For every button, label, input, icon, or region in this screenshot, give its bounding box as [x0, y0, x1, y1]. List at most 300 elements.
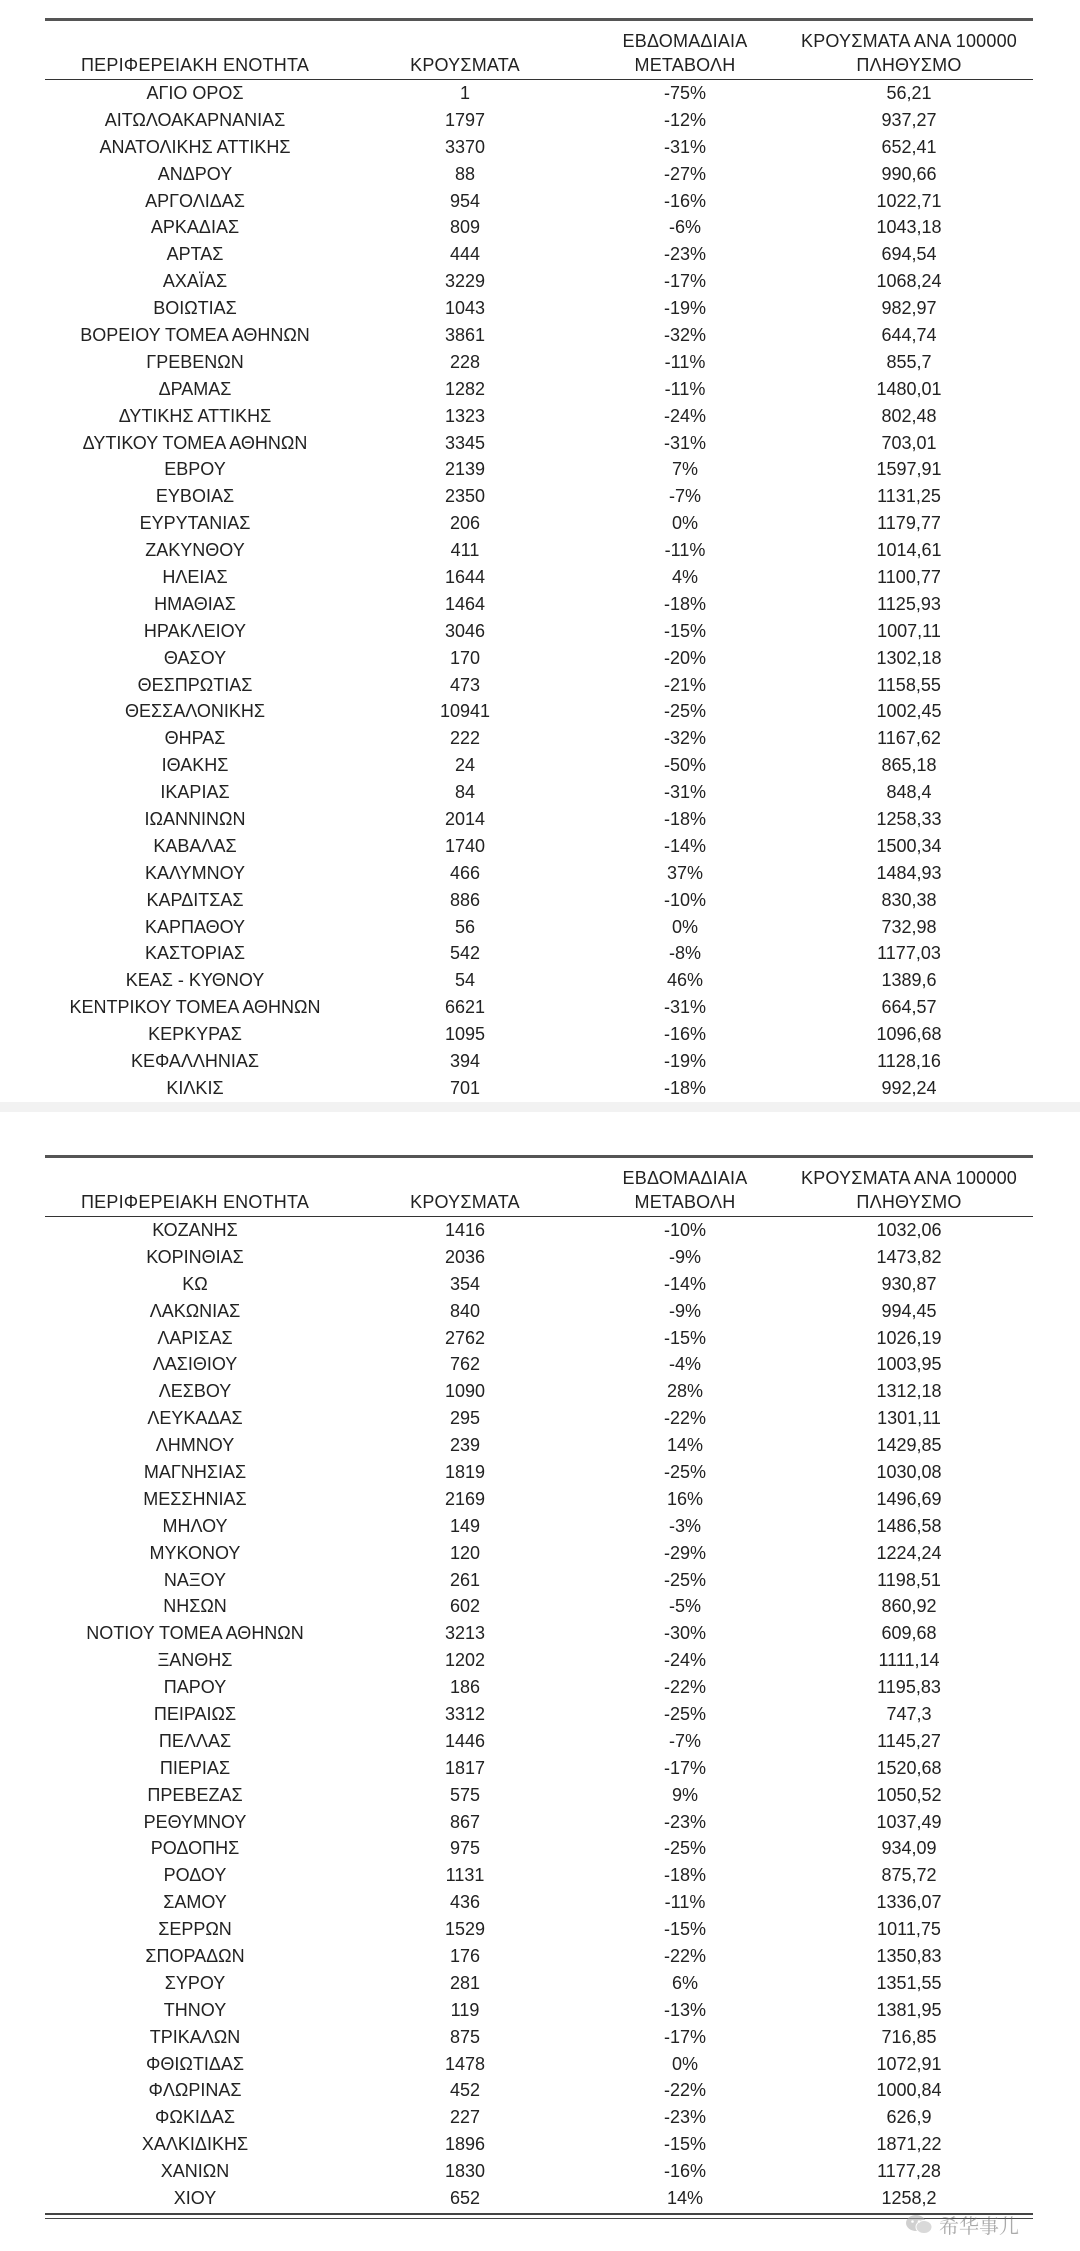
cell-cases-per-100000: 1145,27: [877, 1730, 941, 1751]
table-row: [45, 1997, 1033, 2024]
cell-region: ΚΑΡΠΑΘΟΥ: [144, 916, 246, 937]
cell-cases-per-100000: 860,92: [881, 1596, 937, 1617]
cell-cases-per-100000: 1177,03: [877, 943, 941, 964]
cell-weekly-change: -25%: [663, 1838, 707, 1859]
cell-cases-per-100000: 1002,45: [876, 701, 942, 722]
cell-weekly-change: -16%: [663, 1024, 707, 1045]
table-row: [45, 1620, 1033, 1647]
cell-region: ΛΑΡΙΣΑΣ: [157, 1327, 233, 1348]
cell-cases: 3213: [444, 1623, 486, 1644]
cell-weekly-change: -18%: [663, 808, 707, 829]
cell-cases: 54: [454, 970, 476, 991]
cell-region: ΛΕΥΚΑΔΑΣ: [147, 1408, 243, 1429]
cell-cases: 701: [449, 1077, 481, 1098]
cell-weekly-change: -17%: [663, 271, 707, 292]
table-row: [45, 941, 1033, 968]
cell-region: ΜΕΣΣΗΝΙΑΣ: [143, 1488, 247, 1509]
cell-weekly-change: -3%: [668, 1515, 701, 1536]
table-row: [45, 107, 1033, 134]
cell-weekly-change: -25%: [663, 1569, 707, 1590]
cell-region: ΣΕΡΡΩΝ: [158, 1919, 232, 1940]
cell-cases-per-100000: 1177,28: [877, 2161, 941, 2182]
section-divider: [0, 1102, 1080, 1112]
cell-weekly-change: -21%: [663, 674, 707, 695]
cell-cases-per-100000: 1043,18: [876, 217, 942, 238]
table-header: [45, 1158, 1033, 1216]
cell-cases: 3861: [444, 324, 486, 345]
cell-weekly-change: -31%: [663, 136, 707, 157]
cell-region: ΗΜΑΘΙΑΣ: [154, 593, 236, 614]
cell-cases: 1644: [444, 566, 486, 587]
cell-cases: 1090: [444, 1381, 486, 1402]
cell-cases-per-100000: 1007,11: [877, 620, 941, 641]
cell-region: ΚΟΡΙΝΘΙΑΣ: [146, 1246, 244, 1267]
cell-cases: 2014: [444, 808, 486, 829]
header-rate-line2: ΠΛΗΘΥΣΜΟ: [856, 1192, 962, 1212]
cell-cases: 394: [449, 1051, 481, 1071]
cell-cases: 1464: [444, 593, 486, 614]
table-row: [45, 564, 1033, 591]
cell-region: ΑΡΓΟΛΙΔΑΣ: [145, 190, 245, 211]
cell-cases-per-100000: 1302,18: [876, 647, 942, 668]
table-row: [45, 456, 1033, 483]
watermark: [905, 2210, 1019, 2239]
wechat-icon: [905, 2214, 933, 2236]
cell-weekly-change: -11%: [664, 1892, 706, 1913]
cell-cases-per-100000: 664,57: [881, 997, 937, 1018]
table-row: [45, 403, 1033, 430]
cell-cases: 120: [449, 1542, 481, 1563]
cell-region: ΚΕΡΚΥΡΑΣ: [148, 1024, 242, 1045]
cell-region: ΛΑΣΙΘΙΟΥ: [152, 1354, 238, 1375]
table-row: [45, 698, 1033, 725]
cell-weekly-change: -7%: [668, 1730, 701, 1751]
cell-cases: 1202: [444, 1650, 486, 1671]
table-row: [45, 214, 1033, 241]
cell-weekly-change: -31%: [663, 432, 707, 453]
cell-weekly-change: -16%: [663, 190, 707, 211]
cell-cases: 652: [449, 2188, 481, 2208]
cell-cases-per-100000: 848,4: [886, 782, 932, 803]
table-row: [45, 322, 1033, 349]
cell-cases-per-100000: 1195,83: [877, 1677, 941, 1698]
header-region: ΠΕΡΙΦΕΡΕΙΑΚΗ ΕΝΟΤΗΤΑ: [80, 55, 310, 75]
cell-region: ΦΛΩΡΙΝΑΣ: [148, 2080, 242, 2101]
cell-cases: 186: [449, 1677, 481, 1698]
cell-cases: 886: [449, 889, 481, 910]
cell-region: ΙΩΑΝΝΙΝΩΝ: [144, 808, 246, 829]
cell-weekly-change: -5%: [668, 1596, 701, 1617]
cell-weekly-change: -4%: [668, 1354, 701, 1375]
cell-cases-per-100000: 1484,93: [876, 862, 942, 883]
cell-weekly-change: -75%: [663, 82, 707, 103]
cell-cases-per-100000: 1000,84: [876, 2080, 942, 2101]
cell-weekly-change: 0%: [671, 513, 698, 534]
header-weekly-change-line2: ΜΕΤΑΒΟΛΗ: [634, 1192, 736, 1212]
cell-cases: 1131: [445, 1865, 485, 1886]
cell-cases-per-100000: 930,87: [881, 1273, 937, 1294]
header-rate-line1: ΚΡΟΥΣΜΑΤΑ ΑΝΑ 100000: [801, 1168, 1017, 1188]
cell-region: ΚΑΛΥΜΝΟΥ: [144, 862, 246, 883]
cell-cases-per-100000: 865,18: [881, 755, 937, 776]
cell-cases: 1478: [444, 2053, 486, 2074]
cell-cases: 281: [449, 1972, 481, 1993]
cell-cases: 1529: [444, 1919, 486, 1940]
cell-region: ΑΡΚΑΔΙΑΣ: [150, 217, 240, 238]
cell-cases-per-100000: 1336,07: [876, 1892, 942, 1913]
cell-cases: 227: [449, 2107, 481, 2128]
table-row: [45, 1755, 1033, 1782]
cell-cases-per-100000: 732,98: [881, 916, 937, 937]
header-cases: ΚΡΟΥΣΜΑΤΑ: [410, 1192, 520, 1212]
cell-weekly-change: -22%: [663, 1408, 707, 1429]
cell-cases-per-100000: 1179,77: [877, 513, 941, 534]
header-region: ΠΕΡΙΦΕΡΕΙΑΚΗ ΕΝΟΤΗΤΑ: [80, 1192, 310, 1212]
cell-weekly-change: -31%: [663, 782, 707, 803]
cell-cases-per-100000: 1480,01: [876, 378, 942, 399]
cell-cases-per-100000: 1473,82: [876, 1246, 942, 1267]
cell-region: ΔΥΤΙΚΟΥ ΤΟΜΕΑ ΑΘΗΝΩΝ: [82, 432, 308, 453]
cell-weekly-change: 0%: [671, 916, 698, 937]
cell-cases: 875: [449, 2026, 481, 2047]
table-row: [45, 295, 1033, 322]
cell-weekly-change: -22%: [663, 1945, 707, 1966]
table-row: [45, 1889, 1033, 1916]
header-rate-line2: ΠΛΗΘΥΣΜΟ: [856, 55, 962, 75]
table-body: [45, 80, 1033, 1102]
cell-cases-per-100000: 982,97: [881, 298, 937, 319]
table-row: [45, 1809, 1033, 1836]
cell-region: ΚΕΝΤΡΙΚΟΥ ΤΟΜΕΑ ΑΘΗΝΩΝ: [69, 997, 321, 1018]
table-row: [45, 645, 1033, 672]
cell-cases: 411: [450, 540, 480, 561]
header-rate-line1: ΚΡΟΥΣΜΑΤΑ ΑΝΑ 100000: [801, 31, 1017, 51]
table-row: [45, 752, 1033, 779]
cell-region: ΚΕΑΣ - ΚΥΘΝΟΥ: [125, 970, 265, 991]
cell-cases-per-100000: 1224,24: [876, 1542, 942, 1563]
cell-weekly-change: -8%: [668, 943, 701, 964]
table-row: [45, 1325, 1033, 1352]
cell-cases-per-100000: 994,45: [881, 1300, 937, 1321]
cell-cases-per-100000: 802,48: [881, 405, 937, 426]
cell-region: ΣΑΜΟΥ: [163, 1892, 227, 1913]
cell-region: ΛΕΣΒΟΥ: [158, 1381, 232, 1402]
cell-cases: 3046: [444, 620, 486, 641]
cell-region: ΠΕΙΡΑΙΩΣ: [153, 1703, 237, 1724]
cell-weekly-change: -19%: [663, 1051, 707, 1071]
cell-cases-per-100000: 1068,24: [876, 271, 942, 292]
cell-region: ΧΙΟΥ: [173, 2188, 217, 2208]
cell-cases-per-100000: 716,85: [881, 2026, 937, 2047]
header-cases-per-100000: [785, 29, 1033, 77]
cell-weekly-change: 37%: [666, 862, 704, 883]
table-row: [45, 1540, 1033, 1567]
cell-weekly-change: -29%: [663, 1542, 707, 1563]
cell-weekly-change: -24%: [663, 405, 707, 426]
cell-weekly-change: -14%: [663, 1273, 707, 1294]
cell-region: ΧΑΝΙΩΝ: [160, 2161, 230, 2182]
table-row: [45, 430, 1033, 457]
cell-cases: 3312: [444, 1703, 486, 1724]
cell-cases-per-100000: 1429,85: [876, 1435, 942, 1456]
table-header: [45, 21, 1033, 79]
cell-cases-per-100000: 1167,62: [877, 728, 941, 749]
cell-region: ΑΡΤΑΣ: [166, 244, 224, 265]
cell-region: ΗΛΕΙΑΣ: [162, 566, 228, 587]
cell-cases: 56: [454, 916, 476, 937]
cell-region: ΚΑΣΤΟΡΙΑΣ: [145, 943, 245, 964]
cell-cases-per-100000: 609,68: [881, 1623, 937, 1644]
cell-cases: 1740: [444, 835, 486, 856]
cell-weekly-change: 14%: [666, 2188, 704, 2208]
table-row: [45, 537, 1033, 564]
cell-cases: 222: [449, 728, 481, 749]
cell-cases: 444: [449, 244, 481, 265]
cell-region: ΛΗΜΝΟΥ: [155, 1435, 235, 1456]
cell-cases-per-100000: 1032,06: [876, 1219, 942, 1240]
cell-weekly-change: -31%: [663, 997, 707, 1018]
table-row: [45, 2078, 1033, 2105]
cell-region: ΖΑΚΥΝΘΟΥ: [145, 540, 245, 561]
table-row: [45, 188, 1033, 215]
cell-region: ΤΗΝΟΥ: [163, 1999, 227, 2020]
table-row: [45, 2185, 1033, 2212]
table-row: [45, 994, 1033, 1021]
cell-weekly-change: -9%: [668, 1246, 701, 1267]
cell-cases: 3370: [444, 136, 486, 157]
table-row: [45, 1728, 1033, 1755]
table-panel-1: [45, 18, 1033, 1109]
cell-weekly-change: -15%: [663, 620, 707, 641]
cell-weekly-change: -23%: [663, 2107, 707, 2128]
header-weekly-change: [585, 29, 785, 77]
cell-region: ΚΩ: [182, 1273, 208, 1294]
table-row: [45, 161, 1033, 188]
cell-cases-per-100000: 703,01: [881, 432, 937, 453]
cell-cases-per-100000: 1350,83: [876, 1945, 942, 1966]
cell-cases-per-100000: 1158,55: [877, 674, 941, 695]
cell-cases-per-100000: 1111,14: [878, 1650, 940, 1671]
table-row: [45, 483, 1033, 510]
cell-region: ΜΑΓΝΗΣΙΑΣ: [143, 1461, 247, 1482]
cell-cases-per-100000: 855,7: [886, 351, 932, 372]
cell-region: ΝΗΣΩΝ: [163, 1596, 227, 1617]
cell-weekly-change: 4%: [671, 566, 698, 587]
cell-region: ΒΟΙΩΤΙΑΣ: [153, 298, 237, 319]
cell-weekly-change: -19%: [663, 298, 707, 319]
cell-cases-per-100000: 56,21: [886, 82, 932, 103]
cell-cases: 3345: [444, 432, 486, 453]
cell-region: ΔΥΤΙΚΗΣ ΑΤΤΙΚΗΣ: [118, 405, 272, 426]
table-row: [45, 1970, 1033, 1997]
cell-cases: 466: [449, 862, 481, 883]
cell-cases: 2169: [444, 1488, 486, 1509]
cell-region: ΙΚΑΡΙΑΣ: [160, 782, 230, 803]
cell-weekly-change: -22%: [663, 1677, 707, 1698]
table-row: [45, 1298, 1033, 1325]
table-row: [45, 1916, 1033, 1943]
cell-cases: 3229: [444, 271, 486, 292]
cell-cases-per-100000: 990,66: [881, 163, 937, 184]
cell-cases: 1797: [444, 109, 486, 130]
cell-cases: 1282: [444, 378, 486, 399]
cell-cases-per-100000: 1125,93: [877, 593, 941, 614]
table-panel-2: [45, 1155, 1033, 2219]
cell-weekly-change: 46%: [666, 970, 704, 991]
cell-region: ΑΝΑΤΟΛΙΚΗΣ ΑΤΤΙΚΗΣ: [99, 136, 291, 157]
cell-cases: 2036: [444, 1246, 486, 1267]
cell-cases-per-100000: 1072,91: [876, 2053, 942, 2074]
cell-cases-per-100000: 1520,68: [876, 1757, 942, 1778]
cell-region: ΘΕΣΠΡΩΤΙΑΣ: [137, 674, 253, 695]
cell-weekly-change: -24%: [663, 1650, 707, 1671]
cell-region: ΕΥΡΥΤΑΝΙΑΣ: [139, 513, 251, 534]
cell-weekly-change: -11%: [664, 351, 706, 372]
cell-cases: 542: [449, 943, 481, 964]
cell-region: ΦΘΙΩΤΙΔΑΣ: [146, 2053, 244, 2074]
table-row: [45, 1593, 1033, 1620]
cell-region: ΜΗΛΟΥ: [162, 1515, 228, 1536]
table-row: [45, 2104, 1033, 2131]
cell-cases: 24: [454, 755, 476, 776]
table-row: [45, 2131, 1033, 2158]
table-body: [45, 1217, 1033, 2212]
cell-weekly-change: -25%: [663, 701, 707, 722]
cell-region: ΚΕΦΑΛΛΗΝΙΑΣ: [130, 1051, 260, 1071]
cell-weekly-change: -22%: [663, 2080, 707, 2101]
cell-cases-per-100000: 1100,77: [877, 566, 941, 587]
cell-cases: 1095: [444, 1024, 486, 1045]
cell-cases-per-100000: 1128,16: [877, 1051, 941, 1071]
cell-region: ΒΟΡΕΙΟΥ ΤΟΜΕΑ ΑΘΗΝΩΝ: [80, 324, 310, 345]
cell-cases-per-100000: 1258,33: [876, 808, 942, 829]
cell-cases: 239: [449, 1435, 481, 1456]
cell-cases-per-100000: 937,27: [881, 109, 937, 130]
table-row: [45, 2024, 1033, 2051]
table-row: [45, 1432, 1033, 1459]
cell-weekly-change: -15%: [663, 1327, 707, 1348]
table-row: [45, 2051, 1033, 2078]
cell-cases: 88: [454, 163, 476, 184]
cell-cases: 176: [449, 1945, 481, 1966]
cell-region: ΔΡΑΜΑΣ: [158, 378, 232, 399]
cell-region: ΠΕΛΛΑΣ: [158, 1730, 232, 1751]
cell-weekly-change: -11%: [664, 540, 706, 561]
table-row: [45, 1943, 1033, 1970]
cell-cases: 975: [449, 1838, 481, 1859]
cell-weekly-change: -13%: [663, 1999, 707, 2020]
table-row: [45, 2158, 1033, 2185]
cell-weekly-change: -23%: [663, 1811, 707, 1832]
cell-region: ΑΓΙΟ ΟΡΟΣ: [146, 82, 244, 103]
cell-region: ΝΟΤΙΟΥ ΤΟΜΕΑ ΑΘΗΝΩΝ: [86, 1623, 304, 1644]
cell-cases: 2350: [444, 486, 486, 507]
cell-cases: 602: [449, 1596, 481, 1617]
cell-cases: 228: [449, 351, 481, 372]
cell-weekly-change: 16%: [666, 1488, 704, 1509]
cell-region: ΑΝΔΡΟΥ: [157, 163, 233, 184]
header-weekly-change: [585, 1166, 785, 1214]
cell-region: ΕΥΒΟΙΑΣ: [155, 486, 235, 507]
table-row: [45, 1782, 1033, 1809]
cell-weekly-change: -18%: [663, 1077, 707, 1098]
header-weekly-change-line1: ΕΒΔΟΜΑΔΙΑΙΑ: [622, 1168, 748, 1188]
cell-cases-per-100000: 1003,95: [876, 1354, 942, 1375]
table-row: [45, 1405, 1033, 1432]
cell-cases: 452: [449, 2080, 481, 2101]
cell-weekly-change: -12%: [663, 109, 707, 130]
cell-cases: 119: [450, 1999, 480, 2020]
cell-region: ΞΑΝΘΗΣ: [157, 1650, 233, 1671]
cell-weekly-change: -18%: [663, 1865, 707, 1886]
cell-cases-per-100000: 1014,61: [876, 540, 942, 561]
cell-cases: 2762: [444, 1327, 486, 1348]
cell-region: ΘΕΣΣΑΛΟΝΙΚΗΣ: [124, 701, 266, 722]
table-row: [45, 241, 1033, 268]
cell-region: ΚΟΖΑΝΗΣ: [152, 1219, 238, 1240]
table-row: [45, 833, 1033, 860]
cell-cases: 149: [449, 1515, 481, 1536]
cell-cases-per-100000: 1198,51: [877, 1569, 941, 1590]
cell-region: ΠΑΡΟΥ: [163, 1677, 227, 1698]
table-row: [45, 779, 1033, 806]
cell-cases-per-100000: 1381,95: [876, 1999, 942, 2020]
cell-weekly-change: -17%: [663, 2026, 707, 2047]
cell-weekly-change: 28%: [666, 1381, 704, 1402]
cell-cases-per-100000: 694,54: [881, 244, 937, 265]
table-row: [45, 134, 1033, 161]
table-row: [45, 967, 1033, 994]
cell-cases: 1830: [444, 2161, 486, 2182]
cell-region: ΘΑΣΟΥ: [163, 647, 227, 668]
table-row: [45, 1351, 1033, 1378]
cell-weekly-change: -32%: [663, 324, 707, 345]
table-row: [45, 80, 1033, 107]
cell-region: ΡΟΔΟΠΗΣ: [150, 1838, 240, 1859]
table-row: [45, 672, 1033, 699]
table-row: [45, 1835, 1033, 1862]
cell-cases: 84: [454, 782, 476, 803]
header-cases-per-100000: [785, 1166, 1033, 1214]
cell-cases-per-100000: 934,09: [881, 1838, 937, 1859]
cell-region: ΤΡΙΚΑΛΩΝ: [149, 2026, 241, 2047]
cell-region: ΠΙΕΡΙΑΣ: [159, 1757, 231, 1778]
cell-region: ΚΑΒΑΛΑΣ: [153, 835, 237, 856]
cell-weekly-change: 9%: [671, 1784, 698, 1805]
cell-weekly-change: 14%: [666, 1435, 704, 1456]
cell-region: ΓΡΕΒΕΝΩΝ: [146, 351, 244, 372]
cell-cases: 206: [449, 513, 481, 534]
cell-cases: 1817: [444, 1757, 486, 1778]
table-row: [45, 887, 1033, 914]
cell-region: ΝΑΞΟΥ: [163, 1569, 227, 1590]
cell-cases-per-100000: 1011,75: [877, 1919, 941, 1940]
cell-cases: 1819: [444, 1461, 486, 1482]
cell-weekly-change: 0%: [671, 2053, 698, 2074]
cell-cases-per-100000: 1037,49: [876, 1811, 942, 1832]
cell-cases: 1: [459, 82, 470, 103]
table-row: [45, 1021, 1033, 1048]
table-row: [45, 1271, 1033, 1298]
cell-weekly-change: -15%: [663, 2134, 707, 2155]
cell-cases: 1323: [444, 405, 486, 426]
cell-weekly-change: -50%: [663, 755, 707, 776]
table-row: [45, 1075, 1033, 1102]
cell-cases-per-100000: 1131,25: [877, 486, 941, 507]
cell-cases: 170: [449, 647, 481, 668]
cell-weekly-change: -25%: [663, 1461, 707, 1482]
cell-region: ΑΧΑΪΑΣ: [162, 271, 228, 292]
